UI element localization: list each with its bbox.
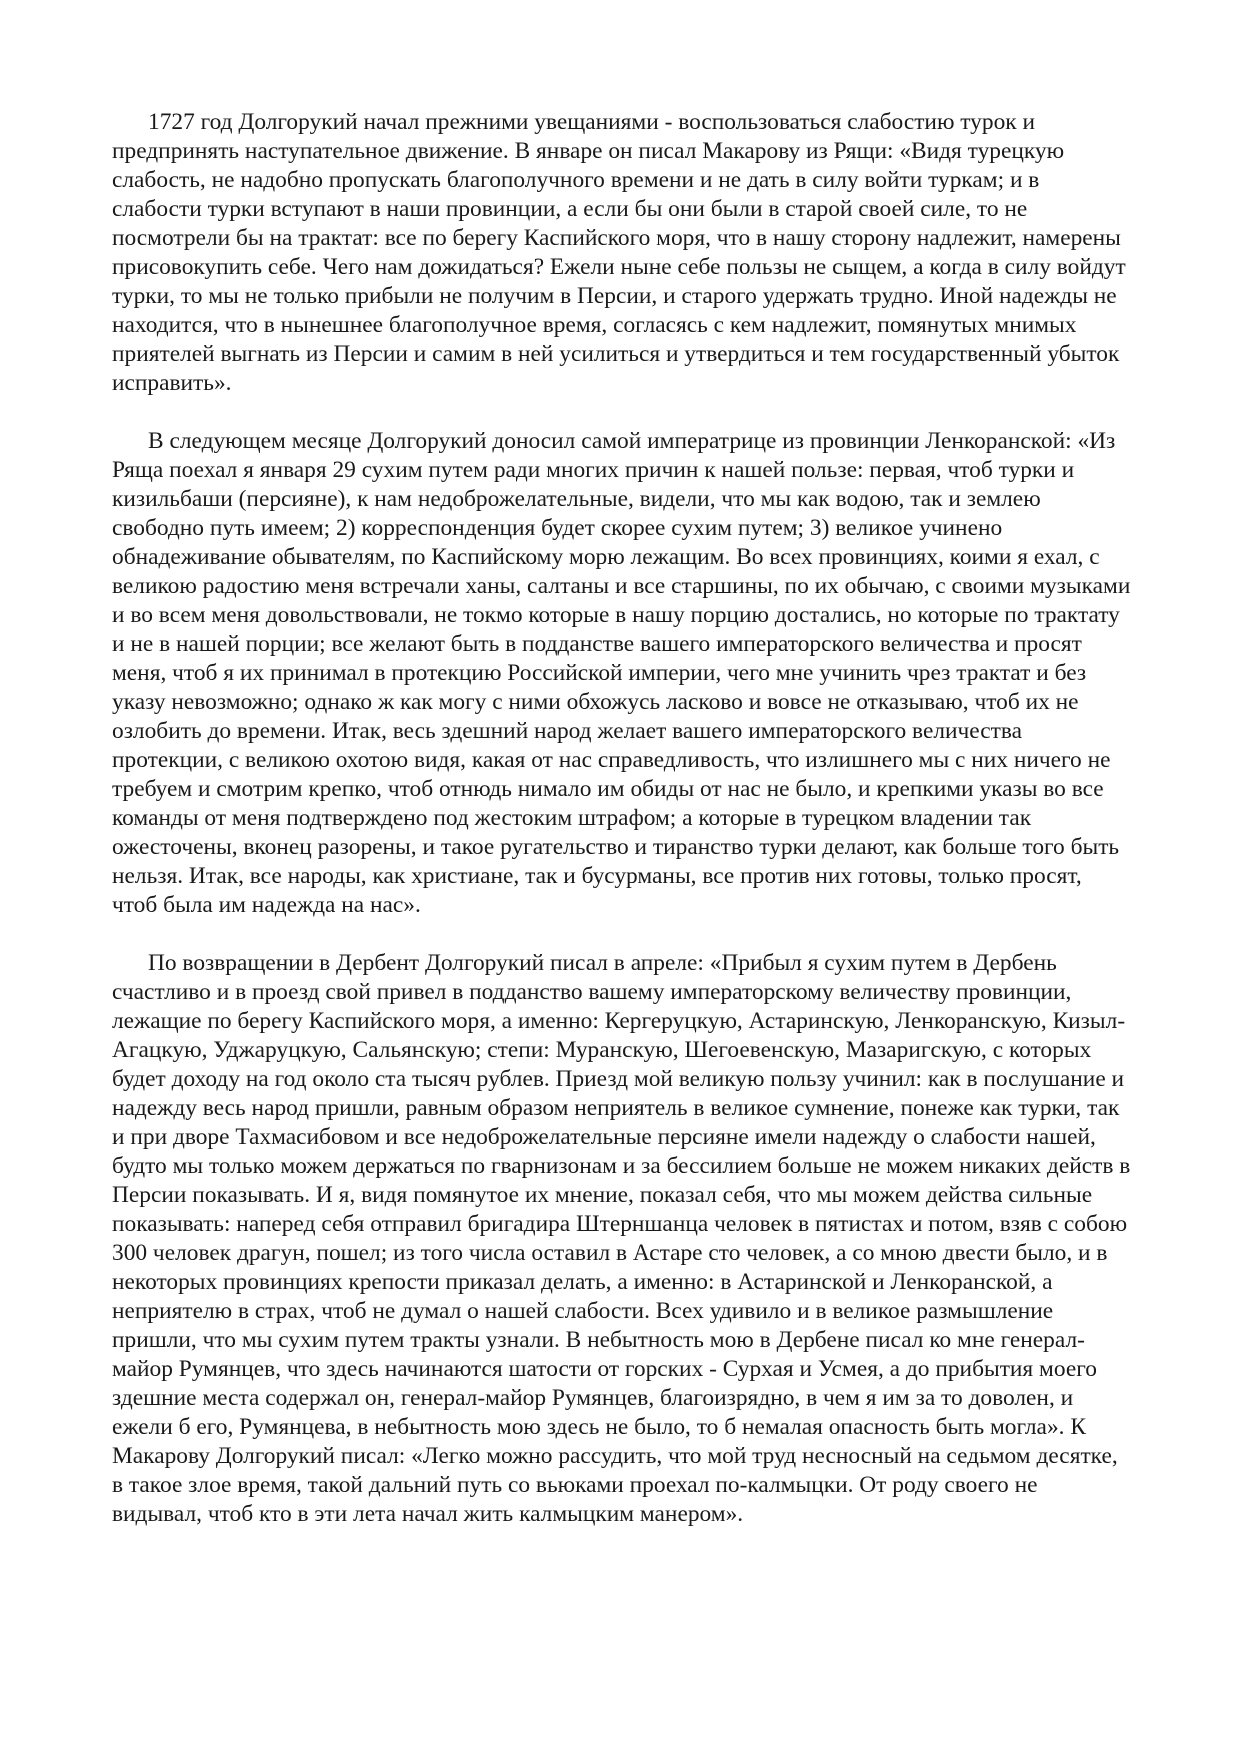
paragraph-1: 1727 год Долгорукий начал прежними увещаниями - воспользоваться слабостию турок и предпринять наступательное движение. В январе он писал Макарову из Рящи: «Видя турецкую слабость, не надобно пропускать благополучного времени и не дать в силу войти туркам; и в слабости турки вступают в наши провинции, а если бы они были в старой своей силе, то не посмотрели бы на трактат: все по берегу Каспийского моря, что в нашу сторону надлежит, намерены присовокупить себе. Чего нам дожидаться? Ежели ныне себе пользы не сыщем, а когда в силу войдут турки, то мы не только прибыли не получим в Персии, и старого удержать трудно. Иной надежды не находится, что в нынешнее благополучное время, согласясь с кем надлежит, помянутых мнимых приятелей выгнать из Персии и самим в ней усилиться и утвердиться и тем государственный убыток исправить». (112, 109, 1126, 396)
document-page (112, 108, 1132, 1529)
paragraph-2: В следующем месяце Долгорукий доносил самой императрице из провинции Ленкоранской: «Из Ряща поехал я января 29 сухим путем ради многих причин к нашей пользе: первая, чтоб турки и кизильбаши (персияне), к нам недоброжелательные, видели, что мы как водою, так и землею свободно путь имеем; 2) корреспонденция будет скорее сухим путем; 3) великое учинено обнадеживание обывателям, по Каспийскому морю лежащим. Во всех провинциях, коими я ехал, с великою радостию меня встречали ханы, салтаны и все старшины, по их обычаю, с своими музыками и во всем меня довольствовали, не токмо которые в нашу порцию достались, но которые по трактату и не в нашей порции; все желают быть в подданстве вашего императорского величества и просят меня, чтоб я их принимал в протекцию Российской империи, чего мне учинить чрез трактат и без указу невозможно; однако ж как могу с ними обхожусь ласково и вовсе не отказываю, чтоб их не озлобить до времени. Итак, весь здешний народ желает вашего императорского величества протекции, с великою охотою видя, какая от нас справедливость, что излишнего мы с них ничего не требуем и смотрим крепко, чтоб отнюдь нимало им обиды от нас не было, и крепкими указы во все команды от меня подтверждено под жестоким штрафом; а которые в турецком владении так ожесточены, вконец разорены, и такое ругательство и тиранство турки делают, как больше того быть нельзя. Итак, все народы, как христиане, так и бусурманы, все против них готовы, только просят, чтоб была им надежда на нас». (112, 428, 1131, 918)
paragraph-3: По возвращении в Дербент Долгорукий писал в апреле: «Прибыл я сухим путем в Дербень счастливо и в проезд свой привел в подданство вашему императорскому величеству провинции, лежащие по берегу Каспийского моря, а именно: Кергеруцкую, Астаринскую, Ленкоранскую, Кизыл-Агацкую, Уджаруцкую, Сальянскую; степи: Муранскую, Шегоевенскую, Мазаригскую, с которых будет доходу на год около ста тысяч рублев. Приезд мой великую пользу учинил: как в послушание и надежду весь народ пришли, равным образом неприятель в великое сумнение, понеже как турки, так и при дворе Тахмасибовом и все недоброжелательные персияне имели надежду о слабости нашей, будто мы только можем держаться по гварнизонам и за бессилием больше не можем никаких действ в Персии показывать. И я, видя помянутое их мнение, показал себя, что мы можем действа сильные показывать: наперед себя отправил бригадира Штерншанца человек в пятистах и потом, взяв с собою 300 человек драгун, пошел; из того числа оставил в Астаре сто человек, а со мною двести было, и в некоторых провинциях крепости приказал делать, а именно: в Астаринской и Ленкоранской, а неприятелю в страх, чтоб не думал о нашей слабости. Всех удивило и в великое размышление пришли, что мы сухим путем тракты узнали. В небытность мою в Дербене писал ко мне генерал-майор Румянцев, что здесь начинаются шатости от горских - Сурхая и Усмея, а до прибытия моего здешние места содержал он, генерал-майор Румянцев, благоизрядно, в чем я им за то доволен, и ежели б его, Румянцева, в небытность мою здесь не было, то б немалая опасность быть могла». К Макарову Долгорукий писал: «Легко можно рассудить, что мой труд несносный на седьмом десятке, в такое злое время, такой дальний путь со вьюками проехал по-калмыцки. От роду своего не видывал, чтоб кто в эти лета начал жить калмыцким манером». (112, 950, 1131, 1527)
